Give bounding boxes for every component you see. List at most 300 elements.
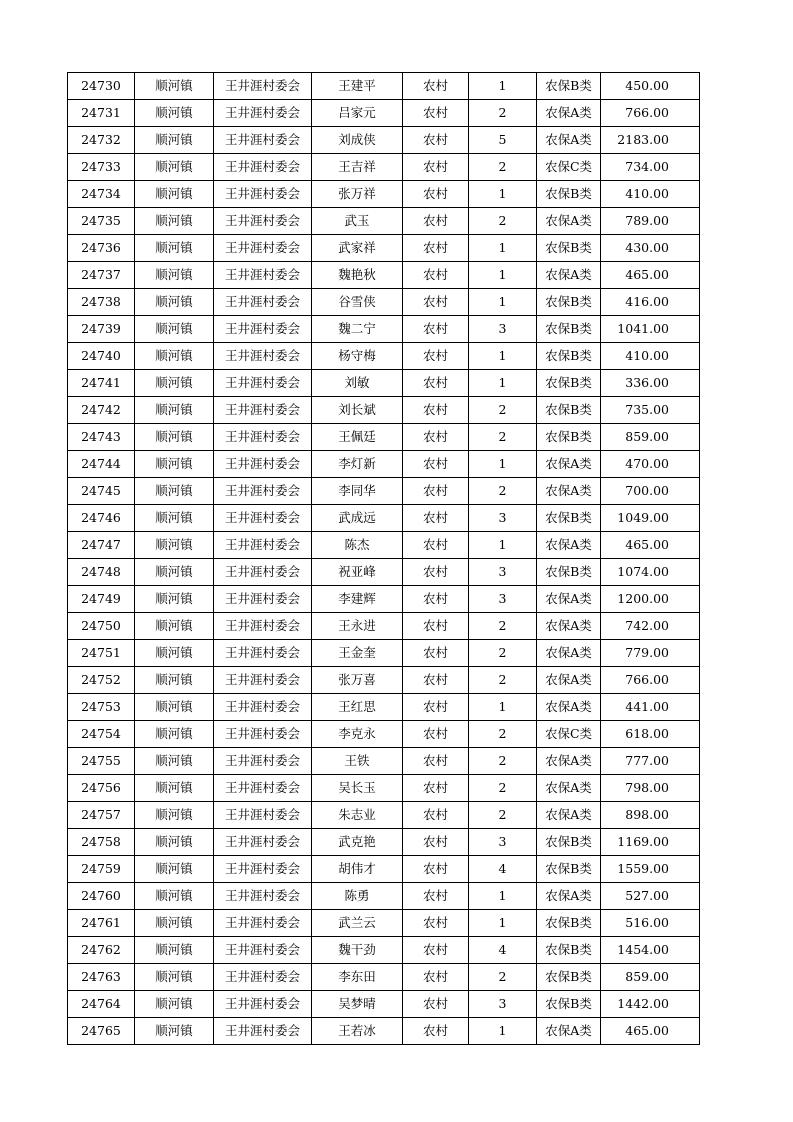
amount-cell: 766.00 (601, 100, 700, 127)
table-row (68, 910, 700, 937)
amount-cell: 742.00 (601, 613, 700, 640)
table-row (68, 1018, 700, 1045)
village-committee-cell: 王井涯村委会 (214, 370, 312, 397)
area-type-cell: 农村 (403, 829, 469, 856)
record-id-cell: 24763 (68, 964, 135, 991)
amount-cell: 766.00 (601, 667, 700, 694)
record-id-cell: 24758 (68, 829, 135, 856)
category-cell: 农保B类 (537, 991, 601, 1018)
household-count-cell: 1 (469, 694, 537, 721)
area-type-cell: 农村 (403, 100, 469, 127)
area-type-cell: 农村 (403, 478, 469, 505)
village-committee-cell: 王井涯村委会 (214, 937, 312, 964)
category-cell: 农保B类 (537, 235, 601, 262)
town-cell: 顺河镇 (135, 127, 214, 154)
record-id-cell: 24734 (68, 181, 135, 208)
record-id-cell: 24756 (68, 775, 135, 802)
amount-cell: 798.00 (601, 775, 700, 802)
amount-cell: 2183.00 (601, 127, 700, 154)
record-id-cell: 24755 (68, 748, 135, 775)
record-id-cell: 24730 (68, 73, 135, 100)
category-cell: 农保A类 (537, 1018, 601, 1045)
amount-cell: 1041.00 (601, 316, 700, 343)
area-type-cell: 农村 (403, 1018, 469, 1045)
town-cell: 顺河镇 (135, 829, 214, 856)
amount-cell: 1442.00 (601, 991, 700, 1018)
household-count-cell: 3 (469, 991, 537, 1018)
village-committee-cell: 王井涯村委会 (214, 775, 312, 802)
town-cell: 顺河镇 (135, 721, 214, 748)
household-count-cell: 2 (469, 424, 537, 451)
area-type-cell: 农村 (403, 937, 469, 964)
table-row (68, 289, 700, 316)
name-cell: 李克永 (312, 721, 403, 748)
amount-cell: 777.00 (601, 748, 700, 775)
household-count-cell: 1 (469, 532, 537, 559)
village-committee-cell: 王井涯村委会 (214, 991, 312, 1018)
record-id-cell: 24751 (68, 640, 135, 667)
amount-cell: 1074.00 (601, 559, 700, 586)
table-row (68, 937, 700, 964)
amount-cell: 441.00 (601, 694, 700, 721)
household-count-cell: 1 (469, 262, 537, 289)
village-committee-cell: 王井涯村委会 (214, 559, 312, 586)
record-id-cell: 24764 (68, 991, 135, 1018)
household-count-cell: 3 (469, 559, 537, 586)
name-cell: 武克艳 (312, 829, 403, 856)
area-type-cell: 农村 (403, 586, 469, 613)
amount-cell: 465.00 (601, 262, 700, 289)
village-committee-cell: 王井涯村委会 (214, 316, 312, 343)
area-type-cell: 农村 (403, 667, 469, 694)
village-committee-cell: 王井涯村委会 (214, 829, 312, 856)
village-committee-cell: 王井涯村委会 (214, 532, 312, 559)
category-cell: 农保A类 (537, 883, 601, 910)
record-id-cell: 24757 (68, 802, 135, 829)
area-type-cell: 农村 (403, 73, 469, 100)
household-count-cell: 2 (469, 640, 537, 667)
village-committee-cell: 王井涯村委会 (214, 208, 312, 235)
category-cell: 农保B类 (537, 343, 601, 370)
household-count-cell: 1 (469, 910, 537, 937)
record-id-cell: 24736 (68, 235, 135, 262)
area-type-cell: 农村 (403, 262, 469, 289)
town-cell: 顺河镇 (135, 73, 214, 100)
record-id-cell: 24740 (68, 343, 135, 370)
area-type-cell: 农村 (403, 424, 469, 451)
name-cell: 刘长斌 (312, 397, 403, 424)
village-committee-cell: 王井涯村委会 (214, 343, 312, 370)
town-cell: 顺河镇 (135, 370, 214, 397)
category-cell: 农保A类 (537, 667, 601, 694)
table-body (68, 73, 700, 1045)
village-committee-cell: 王井涯村委会 (214, 397, 312, 424)
record-id-cell: 24748 (68, 559, 135, 586)
table-row (68, 424, 700, 451)
village-committee-cell: 王井涯村委会 (214, 721, 312, 748)
household-count-cell: 3 (469, 505, 537, 532)
village-committee-cell: 王井涯村委会 (214, 478, 312, 505)
town-cell: 顺河镇 (135, 991, 214, 1018)
name-cell: 吕家元 (312, 100, 403, 127)
area-type-cell: 农村 (403, 127, 469, 154)
record-id-cell: 24752 (68, 667, 135, 694)
amount-cell: 1200.00 (601, 586, 700, 613)
village-committee-cell: 王井涯村委会 (214, 640, 312, 667)
category-cell: 农保C类 (537, 154, 601, 181)
area-type-cell: 农村 (403, 748, 469, 775)
table-row (68, 127, 700, 154)
name-cell: 刘敏 (312, 370, 403, 397)
table-row (68, 802, 700, 829)
name-cell: 王金奎 (312, 640, 403, 667)
table-row (68, 613, 700, 640)
town-cell: 顺河镇 (135, 775, 214, 802)
area-type-cell: 农村 (403, 883, 469, 910)
area-type-cell: 农村 (403, 694, 469, 721)
category-cell: 农保A类 (537, 802, 601, 829)
amount-cell: 470.00 (601, 451, 700, 478)
household-count-cell: 2 (469, 100, 537, 127)
town-cell: 顺河镇 (135, 208, 214, 235)
amount-cell: 898.00 (601, 802, 700, 829)
record-id-cell: 24761 (68, 910, 135, 937)
name-cell: 朱志业 (312, 802, 403, 829)
household-count-cell: 4 (469, 856, 537, 883)
town-cell: 顺河镇 (135, 424, 214, 451)
town-cell: 顺河镇 (135, 154, 214, 181)
area-type-cell: 农村 (403, 505, 469, 532)
record-id-cell: 24760 (68, 883, 135, 910)
name-cell: 武玉 (312, 208, 403, 235)
household-count-cell: 2 (469, 667, 537, 694)
household-count-cell: 1 (469, 370, 537, 397)
household-count-cell: 1 (469, 1018, 537, 1045)
record-id-cell: 24738 (68, 289, 135, 316)
category-cell: 农保A类 (537, 694, 601, 721)
table-row (68, 208, 700, 235)
table-row (68, 640, 700, 667)
area-type-cell: 农村 (403, 181, 469, 208)
record-id-cell: 24754 (68, 721, 135, 748)
household-count-cell: 2 (469, 613, 537, 640)
name-cell: 刘成侠 (312, 127, 403, 154)
town-cell: 顺河镇 (135, 289, 214, 316)
village-committee-cell: 王井涯村委会 (214, 73, 312, 100)
amount-cell: 859.00 (601, 424, 700, 451)
area-type-cell: 农村 (403, 640, 469, 667)
name-cell: 祝亚峰 (312, 559, 403, 586)
category-cell: 农保A类 (537, 451, 601, 478)
area-type-cell: 农村 (403, 991, 469, 1018)
village-committee-cell: 王井涯村委会 (214, 424, 312, 451)
area-type-cell: 农村 (403, 208, 469, 235)
village-committee-cell: 王井涯村委会 (214, 694, 312, 721)
area-type-cell: 农村 (403, 154, 469, 181)
household-count-cell: 1 (469, 73, 537, 100)
amount-cell: 735.00 (601, 397, 700, 424)
record-id-cell: 24744 (68, 451, 135, 478)
table-row (68, 991, 700, 1018)
category-cell: 农保B类 (537, 397, 601, 424)
table-row (68, 721, 700, 748)
record-id-cell: 24743 (68, 424, 135, 451)
town-cell: 顺河镇 (135, 343, 214, 370)
town-cell: 顺河镇 (135, 1018, 214, 1045)
name-cell: 王佩廷 (312, 424, 403, 451)
category-cell: 农保B类 (537, 505, 601, 532)
name-cell: 陈勇 (312, 883, 403, 910)
town-cell: 顺河镇 (135, 505, 214, 532)
table-row (68, 829, 700, 856)
category-cell: 农保A类 (537, 775, 601, 802)
area-type-cell: 农村 (403, 532, 469, 559)
town-cell: 顺河镇 (135, 559, 214, 586)
name-cell: 王若冰 (312, 1018, 403, 1045)
village-committee-cell: 王井涯村委会 (214, 613, 312, 640)
village-committee-cell: 王井涯村委会 (214, 505, 312, 532)
area-type-cell: 农村 (403, 316, 469, 343)
category-cell: 农保B类 (537, 370, 601, 397)
record-id-cell: 24739 (68, 316, 135, 343)
category-cell: 农保B类 (537, 937, 601, 964)
household-count-cell: 2 (469, 208, 537, 235)
amount-cell: 465.00 (601, 532, 700, 559)
village-committee-cell: 王井涯村委会 (214, 964, 312, 991)
town-cell: 顺河镇 (135, 910, 214, 937)
area-type-cell: 农村 (403, 289, 469, 316)
name-cell: 胡伟才 (312, 856, 403, 883)
amount-cell: 430.00 (601, 235, 700, 262)
table-row (68, 100, 700, 127)
table-row (68, 343, 700, 370)
table-row (68, 856, 700, 883)
household-count-cell: 1 (469, 451, 537, 478)
category-cell: 农保B类 (537, 289, 601, 316)
record-id-cell: 24746 (68, 505, 135, 532)
amount-cell: 1049.00 (601, 505, 700, 532)
record-id-cell: 24731 (68, 100, 135, 127)
table-row (68, 883, 700, 910)
household-count-cell: 1 (469, 289, 537, 316)
name-cell: 王红思 (312, 694, 403, 721)
category-cell: 农保A类 (537, 613, 601, 640)
household-count-cell: 3 (469, 316, 537, 343)
record-id-cell: 24732 (68, 127, 135, 154)
record-id-cell: 24742 (68, 397, 135, 424)
village-committee-cell: 王井涯村委会 (214, 1018, 312, 1045)
amount-cell: 516.00 (601, 910, 700, 937)
table-row (68, 397, 700, 424)
area-type-cell: 农村 (403, 964, 469, 991)
household-count-cell: 1 (469, 883, 537, 910)
area-type-cell: 农村 (403, 397, 469, 424)
amount-cell: 527.00 (601, 883, 700, 910)
category-cell: 农保A类 (537, 478, 601, 505)
record-id-cell: 24735 (68, 208, 135, 235)
name-cell: 李灯新 (312, 451, 403, 478)
category-cell: 农保B类 (537, 424, 601, 451)
record-id-cell: 24747 (68, 532, 135, 559)
household-count-cell: 2 (469, 721, 537, 748)
record-id-cell: 24765 (68, 1018, 135, 1045)
household-count-cell: 2 (469, 802, 537, 829)
table-row (68, 316, 700, 343)
category-cell: 农保A类 (537, 100, 601, 127)
town-cell: 顺河镇 (135, 316, 214, 343)
household-count-cell: 2 (469, 964, 537, 991)
town-cell: 顺河镇 (135, 856, 214, 883)
table-row (68, 775, 700, 802)
amount-cell: 416.00 (601, 289, 700, 316)
record-id-cell: 24759 (68, 856, 135, 883)
table-row (68, 262, 700, 289)
category-cell: 农保A类 (537, 532, 601, 559)
amount-cell: 1169.00 (601, 829, 700, 856)
town-cell: 顺河镇 (135, 262, 214, 289)
table-row (68, 370, 700, 397)
amount-cell: 1454.00 (601, 937, 700, 964)
village-committee-cell: 王井涯村委会 (214, 181, 312, 208)
amount-cell: 410.00 (601, 343, 700, 370)
village-committee-cell: 王井涯村委会 (214, 667, 312, 694)
category-cell: 农保A类 (537, 262, 601, 289)
village-committee-cell: 王井涯村委会 (214, 451, 312, 478)
town-cell: 顺河镇 (135, 667, 214, 694)
name-cell: 李建辉 (312, 586, 403, 613)
category-cell: 农保C类 (537, 721, 601, 748)
name-cell: 张万喜 (312, 667, 403, 694)
town-cell: 顺河镇 (135, 694, 214, 721)
table-row (68, 505, 700, 532)
town-cell: 顺河镇 (135, 802, 214, 829)
amount-cell: 465.00 (601, 1018, 700, 1045)
name-cell: 武成远 (312, 505, 403, 532)
amount-cell: 336.00 (601, 370, 700, 397)
table-row (68, 478, 700, 505)
record-id-cell: 24762 (68, 937, 135, 964)
town-cell: 顺河镇 (135, 586, 214, 613)
town-cell: 顺河镇 (135, 478, 214, 505)
name-cell: 魏二宁 (312, 316, 403, 343)
record-id-cell: 24741 (68, 370, 135, 397)
category-cell: 农保B类 (537, 910, 601, 937)
table-row (68, 667, 700, 694)
category-cell: 农保B类 (537, 181, 601, 208)
category-cell: 农保B类 (537, 964, 601, 991)
amount-cell: 450.00 (601, 73, 700, 100)
village-committee-cell: 王井涯村委会 (214, 127, 312, 154)
amount-cell: 779.00 (601, 640, 700, 667)
town-cell: 顺河镇 (135, 613, 214, 640)
amount-cell: 859.00 (601, 964, 700, 991)
household-count-cell: 1 (469, 181, 537, 208)
household-count-cell: 2 (469, 154, 537, 181)
village-committee-cell: 王井涯村委会 (214, 856, 312, 883)
town-cell: 顺河镇 (135, 748, 214, 775)
table-row (68, 748, 700, 775)
name-cell: 魏干劲 (312, 937, 403, 964)
town-cell: 顺河镇 (135, 100, 214, 127)
area-type-cell: 农村 (403, 343, 469, 370)
table-row (68, 532, 700, 559)
village-committee-cell: 王井涯村委会 (214, 289, 312, 316)
household-count-cell: 1 (469, 343, 537, 370)
household-count-cell: 4 (469, 937, 537, 964)
category-cell: 农保B类 (537, 856, 601, 883)
name-cell: 吴梦晴 (312, 991, 403, 1018)
amount-cell: 700.00 (601, 478, 700, 505)
household-count-cell: 2 (469, 397, 537, 424)
amount-cell: 789.00 (601, 208, 700, 235)
village-committee-cell: 王井涯村委会 (214, 802, 312, 829)
amount-cell: 618.00 (601, 721, 700, 748)
household-count-cell: 5 (469, 127, 537, 154)
village-committee-cell: 王井涯村委会 (214, 262, 312, 289)
village-committee-cell: 王井涯村委会 (214, 586, 312, 613)
area-type-cell: 农村 (403, 451, 469, 478)
name-cell: 李同华 (312, 478, 403, 505)
village-committee-cell: 王井涯村委会 (214, 235, 312, 262)
household-count-cell: 2 (469, 775, 537, 802)
village-committee-cell: 王井涯村委会 (214, 748, 312, 775)
village-committee-cell: 王井涯村委会 (214, 910, 312, 937)
category-cell: 农保B类 (537, 829, 601, 856)
town-cell: 顺河镇 (135, 451, 214, 478)
name-cell: 谷雪侠 (312, 289, 403, 316)
category-cell: 农保B类 (537, 559, 601, 586)
area-type-cell: 农村 (403, 910, 469, 937)
table-row (68, 154, 700, 181)
record-id-cell: 24749 (68, 586, 135, 613)
name-cell: 王铁 (312, 748, 403, 775)
record-id-cell: 24733 (68, 154, 135, 181)
household-count-cell: 1 (469, 235, 537, 262)
area-type-cell: 农村 (403, 370, 469, 397)
village-committee-cell: 王井涯村委会 (214, 154, 312, 181)
town-cell: 顺河镇 (135, 397, 214, 424)
table-row (68, 73, 700, 100)
record-id-cell: 24753 (68, 694, 135, 721)
town-cell: 顺河镇 (135, 532, 214, 559)
village-committee-cell: 王井涯村委会 (214, 883, 312, 910)
village-committee-cell: 王井涯村委会 (214, 100, 312, 127)
town-cell: 顺河镇 (135, 883, 214, 910)
record-id-cell: 24750 (68, 613, 135, 640)
name-cell: 王永进 (312, 613, 403, 640)
table-row (68, 451, 700, 478)
name-cell: 吴长玉 (312, 775, 403, 802)
town-cell: 顺河镇 (135, 181, 214, 208)
area-type-cell: 农村 (403, 802, 469, 829)
category-cell: 农保B类 (537, 73, 601, 100)
name-cell: 李东田 (312, 964, 403, 991)
name-cell: 武兰云 (312, 910, 403, 937)
name-cell: 杨守梅 (312, 343, 403, 370)
name-cell: 武家祥 (312, 235, 403, 262)
table-row (68, 559, 700, 586)
area-type-cell: 农村 (403, 613, 469, 640)
record-id-cell: 24745 (68, 478, 135, 505)
name-cell: 王建平 (312, 73, 403, 100)
category-cell: 农保A类 (537, 640, 601, 667)
town-cell: 顺河镇 (135, 235, 214, 262)
table-row (68, 235, 700, 262)
name-cell: 陈杰 (312, 532, 403, 559)
town-cell: 顺河镇 (135, 640, 214, 667)
amount-cell: 734.00 (601, 154, 700, 181)
amount-cell: 1559.00 (601, 856, 700, 883)
